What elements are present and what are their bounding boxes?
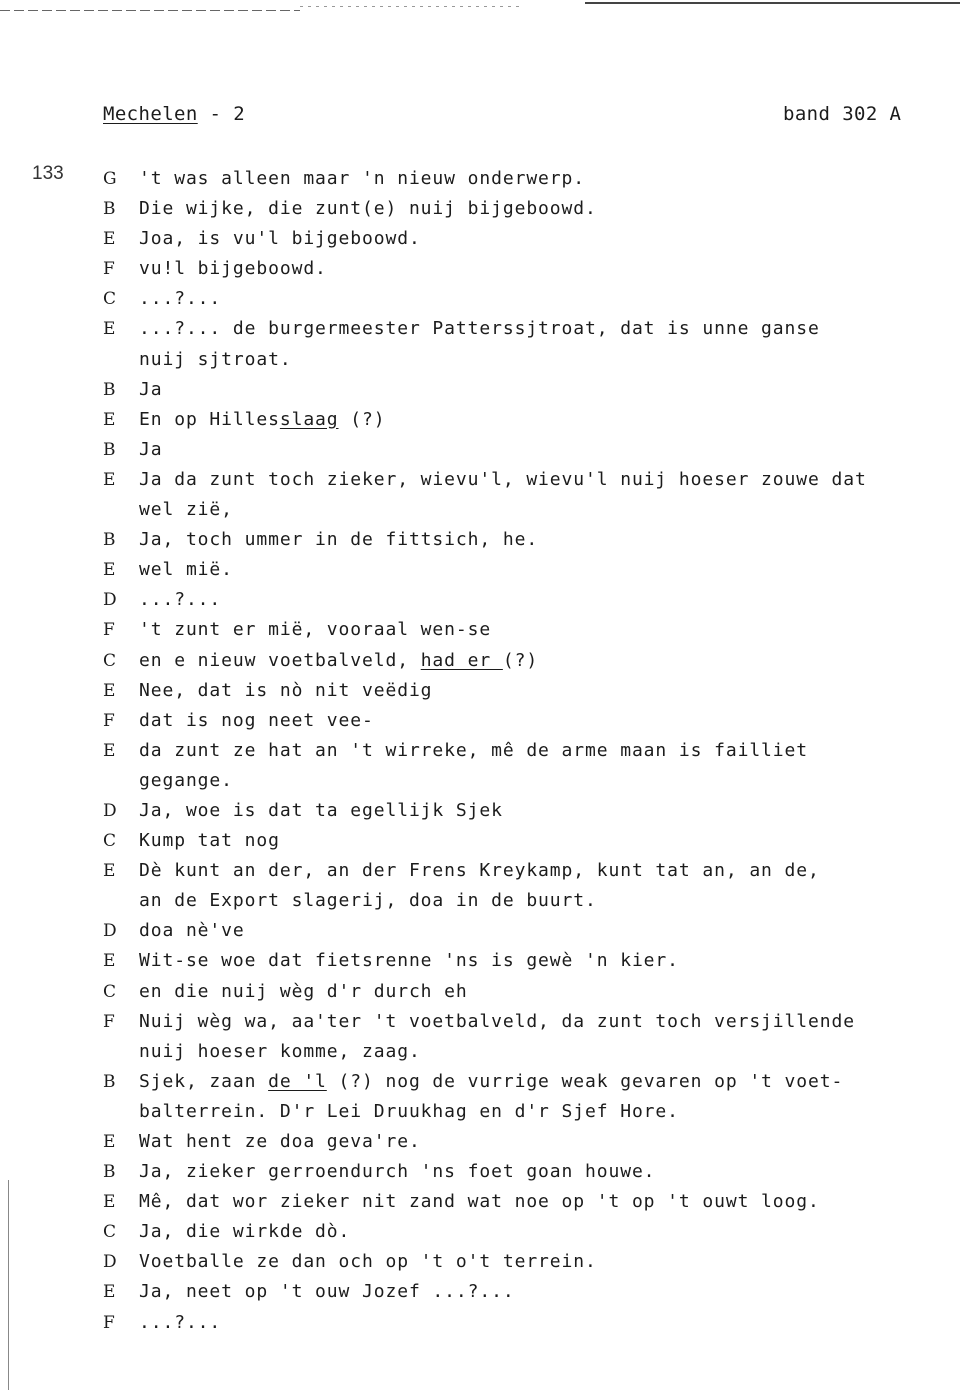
speaker-code: F bbox=[103, 1011, 115, 1032]
utterance-text: Kump tat nog bbox=[139, 830, 280, 852]
utterance-line bbox=[139, 946, 923, 976]
utterance-line bbox=[139, 1187, 923, 1217]
utterance-text: Ja bbox=[139, 438, 163, 460]
utterance-line bbox=[139, 1127, 923, 1157]
speaker-code: B bbox=[103, 439, 116, 460]
utterance-line bbox=[139, 826, 923, 856]
utterance-text: en die nuij wèg d'r durch eh bbox=[139, 980, 468, 1002]
utterance bbox=[139, 1007, 923, 1067]
transcript-turn bbox=[103, 1308, 923, 1338]
speaker-code: B bbox=[103, 1162, 116, 1183]
speaker-code: E bbox=[103, 680, 116, 701]
utterance bbox=[139, 646, 923, 676]
utterance bbox=[139, 254, 923, 284]
utterance-text: Nuij wèg wa, aa'ter 't voetbalveld, da zunt toch versjillende bbox=[139, 1010, 855, 1032]
transcript-turn bbox=[103, 254, 923, 284]
utterance bbox=[139, 284, 923, 314]
utterance bbox=[139, 1308, 923, 1338]
speaker-code: D bbox=[103, 1252, 117, 1273]
transcript-turn bbox=[103, 375, 923, 405]
utterance-text: Joa, is vu'l bijgeboowd. bbox=[139, 228, 421, 250]
utterance bbox=[139, 916, 923, 946]
transcript-turn bbox=[103, 525, 923, 555]
utterance-text: wel mië. bbox=[139, 559, 233, 581]
utterance-text: da zunt ze hat an 't wirreke, mê de arme maan is failliet bbox=[139, 739, 809, 761]
transcript-turn bbox=[103, 796, 923, 826]
utterance-line bbox=[139, 1277, 923, 1307]
speaker-code: B bbox=[103, 530, 116, 551]
utterance-text: balterrein. D'r Lei Druukhag en d'r Sjef Hore. bbox=[139, 1100, 679, 1122]
transcript-turn bbox=[103, 946, 923, 976]
utterance bbox=[139, 1067, 923, 1127]
transcript-turn bbox=[103, 916, 923, 946]
transcript-turn bbox=[103, 284, 923, 314]
header-tape: band 302 A bbox=[783, 103, 902, 125]
utterance-text: Sjek, zaan bbox=[139, 1070, 269, 1092]
utterance-line bbox=[139, 314, 923, 344]
utterance-line bbox=[139, 646, 923, 676]
utterance-line bbox=[139, 676, 923, 706]
speaker-code: E bbox=[103, 861, 116, 882]
utterance bbox=[139, 314, 923, 374]
speaker-code: B bbox=[103, 379, 116, 400]
transcript-turn bbox=[103, 555, 923, 585]
utterance-text: ...?... bbox=[139, 1311, 222, 1333]
utterance-text: Wat hent ze doa geva're. bbox=[139, 1131, 421, 1152]
utterance-text: Mê, dat wor zieker nit zand wat noe op 't op 't ouwt loog. bbox=[139, 1191, 820, 1213]
utterance-line bbox=[139, 405, 923, 435]
utterance bbox=[139, 615, 923, 645]
scan-edge-line bbox=[8, 1180, 9, 1390]
speaker-code: E bbox=[103, 469, 116, 490]
speaker-code: E bbox=[103, 951, 116, 972]
utterance-line bbox=[139, 736, 923, 766]
utterance-line bbox=[139, 706, 923, 736]
utterance-line bbox=[139, 164, 923, 194]
utterance-line bbox=[139, 194, 923, 224]
utterance-text: doa nè've bbox=[139, 920, 245, 942]
header-location bbox=[103, 103, 245, 125]
utterance bbox=[139, 1157, 923, 1187]
speaker-code: C bbox=[103, 289, 117, 310]
utterance-text: en e nieuw voetbalveld, bbox=[139, 649, 421, 671]
utterance-line bbox=[139, 555, 923, 585]
utterance bbox=[139, 164, 923, 194]
utterance-text: Ja, die wirkde dò. bbox=[139, 1221, 351, 1243]
utterance-text: Ja, woe is dat ta egellijk Sjek bbox=[139, 799, 503, 821]
utterance-line bbox=[139, 525, 923, 555]
speaker-code: D bbox=[103, 921, 117, 942]
utterance bbox=[139, 375, 923, 405]
transcript-turn bbox=[103, 615, 923, 645]
transcript-turn bbox=[103, 314, 923, 374]
utterance bbox=[139, 796, 923, 826]
transcript-turn bbox=[103, 585, 923, 615]
transcript-turn bbox=[103, 706, 923, 736]
utterance-text: Ja da zunt toch zieker, wievu'l, wievu'l nuij hoeser zouwe dat bbox=[139, 468, 867, 490]
utterance-text: dat is nog neet vee- bbox=[139, 709, 374, 731]
transcript-turn bbox=[103, 1127, 923, 1157]
scan-artifact-line bbox=[300, 6, 520, 7]
utterance bbox=[139, 826, 923, 856]
location-page: - 2 bbox=[197, 103, 246, 125]
utterance-text: (?) bbox=[502, 649, 539, 671]
utterance bbox=[139, 194, 923, 224]
utterance-line bbox=[139, 977, 923, 1007]
speaker-code: D bbox=[103, 800, 117, 821]
utterance-text: wel zië, bbox=[139, 499, 233, 521]
utterance-line bbox=[139, 495, 923, 525]
utterance-text: gegange. bbox=[139, 769, 233, 791]
utterance bbox=[139, 405, 923, 435]
utterance-text: Wit-se woe dat fietsrenne 'ns is gewè 'n kier. bbox=[139, 950, 679, 972]
speaker-code: F bbox=[103, 1312, 115, 1333]
utterance-line bbox=[139, 766, 923, 796]
utterance-text: Ja, neet op 't ouw Jozef ...?... bbox=[139, 1281, 515, 1303]
transcript-turn bbox=[103, 1217, 923, 1247]
transcript-turn bbox=[103, 164, 923, 194]
utterance-text: ...?... de burgermeester Patterssjtroat, dat is unne ganse bbox=[139, 318, 820, 340]
speaker-code: C bbox=[103, 650, 117, 671]
speaker-code: F bbox=[103, 710, 115, 731]
underlined-text: slaag bbox=[279, 408, 339, 430]
scan-artifact-line bbox=[585, 2, 960, 4]
speaker-code: E bbox=[103, 229, 116, 250]
transcript-turn bbox=[103, 1277, 923, 1307]
utterance-text: vu!l bijgeboowd. bbox=[139, 258, 327, 280]
utterance-line bbox=[139, 1037, 923, 1067]
underlined-text: had er bbox=[420, 649, 503, 671]
utterance-text: Ja, toch ummer in de fittsich, he. bbox=[139, 529, 539, 551]
utterance-text: (?) bbox=[338, 408, 386, 430]
utterance-text: ...?... bbox=[139, 589, 222, 611]
utterance-line bbox=[139, 916, 923, 946]
utterance-text: Die wijke, die zunt(e) nuij bijgeboowd. bbox=[139, 198, 597, 220]
utterance bbox=[139, 1277, 923, 1307]
speaker-code: E bbox=[103, 1192, 116, 1213]
speaker-code: C bbox=[103, 1222, 117, 1243]
utterance-line bbox=[139, 224, 923, 254]
speaker-code: E bbox=[103, 1282, 116, 1303]
utterance bbox=[139, 856, 923, 916]
utterance-line bbox=[139, 796, 923, 826]
utterance-line bbox=[139, 856, 923, 886]
utterance-text: an de Export slagerij, doa in de buurt. bbox=[139, 890, 597, 912]
utterance bbox=[139, 1187, 923, 1217]
speaker-code: B bbox=[103, 199, 116, 220]
utterance-text: nuij sjtroat. bbox=[139, 348, 292, 370]
transcript-turn bbox=[103, 1187, 923, 1217]
transcript-turn bbox=[103, 224, 923, 254]
utterance-text: Voetballe ze dan och op 't o't terrein. bbox=[139, 1251, 597, 1273]
utterance bbox=[139, 435, 923, 465]
transcript-turn bbox=[103, 1247, 923, 1277]
utterance bbox=[139, 977, 923, 1007]
transcript-turn bbox=[103, 736, 923, 796]
speaker-code: E bbox=[103, 560, 116, 581]
utterance bbox=[139, 224, 923, 254]
utterance-line bbox=[139, 465, 923, 495]
speaker-code: C bbox=[103, 981, 117, 1002]
utterance-line bbox=[139, 1247, 923, 1277]
utterance-line bbox=[139, 1007, 923, 1037]
utterance-line bbox=[139, 1067, 923, 1097]
transcript-turn bbox=[103, 826, 923, 856]
utterance bbox=[139, 706, 923, 736]
speaker-code: F bbox=[103, 620, 115, 641]
utterance-line bbox=[139, 1308, 923, 1338]
underlined-text: de 'l bbox=[268, 1070, 327, 1092]
utterance bbox=[139, 676, 923, 706]
utterance bbox=[139, 946, 923, 976]
scan-artifact-line bbox=[0, 10, 300, 11]
transcript-turn bbox=[103, 405, 923, 435]
utterance-line bbox=[139, 1157, 923, 1187]
page-number: 133 bbox=[32, 163, 64, 184]
utterance-text: Dè kunt an der, an der Frens Kreykamp, kunt tat an, an de, bbox=[139, 860, 820, 882]
transcript-turn bbox=[103, 856, 923, 916]
utterance-text: 't zunt er mië, vooraal wen-se bbox=[139, 619, 492, 641]
speaker-code: C bbox=[103, 831, 117, 852]
utterance-line bbox=[139, 886, 923, 916]
transcript-turn bbox=[103, 1157, 923, 1187]
utterance bbox=[139, 1127, 923, 1157]
utterance-line bbox=[139, 254, 923, 284]
transcript-turn bbox=[103, 646, 923, 676]
utterance-text: Ja bbox=[139, 378, 163, 400]
utterance-text: Ja, zieker gerroendurch 'ns foet goan houwe. bbox=[139, 1161, 656, 1183]
utterance bbox=[139, 1217, 923, 1247]
utterance-line bbox=[139, 284, 923, 314]
speaker-code: F bbox=[103, 259, 115, 280]
transcript-turn bbox=[103, 676, 923, 706]
transcript-body bbox=[103, 164, 923, 1338]
utterance-line bbox=[139, 1217, 923, 1247]
utterance-text: nuij hoeser komme, zaag. bbox=[139, 1040, 421, 1062]
utterance bbox=[139, 465, 923, 525]
transcript-turn bbox=[103, 1067, 923, 1127]
utterance-text: 't was alleen maar 'n nieuw onderwerp. bbox=[139, 168, 586, 189]
speaker-code: B bbox=[103, 1071, 116, 1092]
utterance-line bbox=[139, 615, 923, 645]
transcript-turn bbox=[103, 977, 923, 1007]
utterance bbox=[139, 585, 923, 615]
utterance bbox=[139, 1247, 923, 1277]
location-name: Mechelen bbox=[103, 103, 198, 125]
utterance-line bbox=[139, 435, 923, 465]
transcript-turn bbox=[103, 435, 923, 465]
speaker-code: E bbox=[103, 740, 116, 761]
utterance-line bbox=[139, 345, 923, 375]
transcript-turn bbox=[103, 194, 923, 224]
speaker-code: E bbox=[103, 1132, 116, 1152]
utterance bbox=[139, 525, 923, 555]
utterance-text: (?) nog de vurrige weak gevaren op 't voet- bbox=[326, 1070, 844, 1092]
utterance-text: En op Hilles bbox=[139, 408, 280, 430]
speaker-code: G bbox=[103, 169, 117, 189]
utterance-line bbox=[139, 375, 923, 405]
utterance-text: ...?... bbox=[139, 288, 222, 310]
transcript-turn bbox=[103, 1007, 923, 1067]
utterance-line bbox=[139, 585, 923, 615]
transcript-turn bbox=[103, 465, 923, 525]
speaker-code: E bbox=[103, 409, 116, 430]
utterance bbox=[139, 555, 923, 585]
speaker-code: D bbox=[103, 590, 117, 611]
utterance-text: Nee, dat is nò nit veëdig bbox=[139, 679, 433, 701]
utterance-line bbox=[139, 1097, 923, 1127]
utterance bbox=[139, 736, 923, 796]
speaker-code: E bbox=[103, 319, 116, 340]
